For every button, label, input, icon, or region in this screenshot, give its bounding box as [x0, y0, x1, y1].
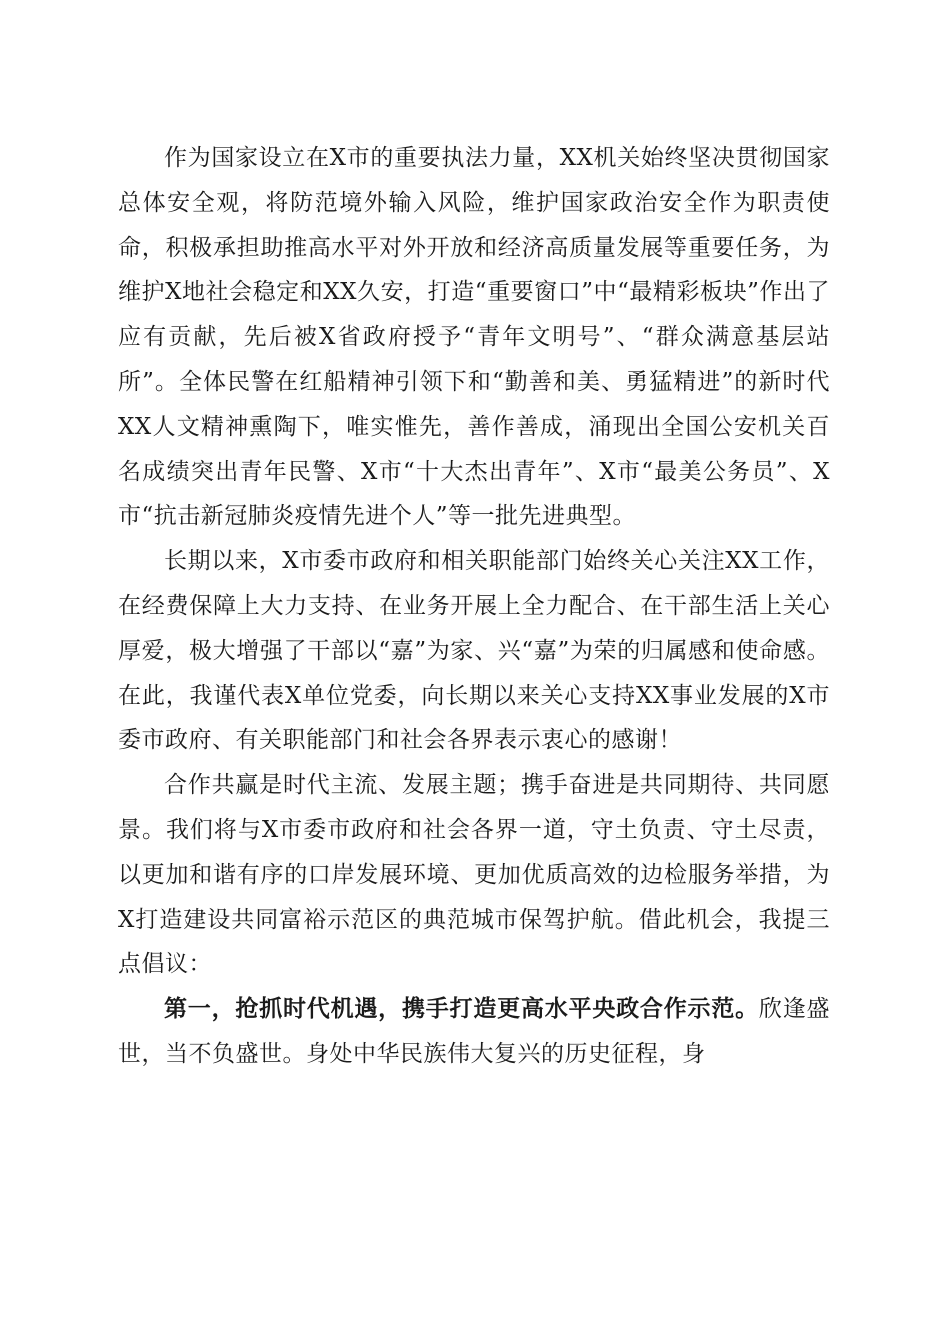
paragraph-2 [118, 539, 830, 763]
document-body [118, 136, 830, 1077]
paragraph-1 [118, 136, 830, 539]
paragraph-4-text: 欣逢盛世，当不负盛世。身处中华民族伟大复兴的历史征程，身 [118, 996, 831, 1067]
paragraph-4-heading: 第一，抢抓时代机遇，携手打造更高水平央政合作示范。 [164, 995, 759, 1023]
paragraph-1-text: 作为国家设立在X市的重要执法力量，XX机关始终坚决贯彻国家总体安全观，将防范境外输入风险，维护国家政治安全作为职责使命，积极承担助推高水平对外开放和经济高质量发展等重要任务，为维护X地社会稳定和XX久安，打造“重要窗口”中“最精彩板块”作出了应有贡献，先后被X省政府授予“青年文明号”、“群众满意基层站所”。全体民警在红船精神引领下和“勤善和美、勇猛精进”的新时代XX人文精神熏陶下，唯实惟先，善作善成，涌现出全国公安机关百名成绩突出青年民警、X市“十大杰出青年”、X市“最美公务员”、X市“抗击新冠肺炎疫情先进个人”等一批先进典型。 [118, 145, 830, 530]
paragraph-4 [118, 987, 830, 1077]
paragraph-3-text: 合作共赢是时代主流、发展主题；携手奋进是共同期待、共同愿景。我们将与X市委市政府和社会各界一道，守土负责、守土尽责，以更加和谐有序的口岸发展环境、更加优质高效的边检服务举措，为X打造建设共同富裕示范区的典范城市保驾护航。借此机会，我提三点倡议： [118, 772, 830, 978]
paragraph-3 [118, 763, 830, 987]
paragraph-2-text: 长期以来，X市委市政府和相关职能部门始终关心关注XX工作，在经费保障上大力支持、在业务开展上全力配合、在干部生活上关心厚爱，极大增强了干部以“嘉”为家、兴“嘉”为荣的归属感和使命感。在此，我谨代表X单位党委，向长期以来关心支持XX事业发展的X市委市政府、有关职能部门和社会各界表示衷心的感谢！ [118, 548, 830, 754]
